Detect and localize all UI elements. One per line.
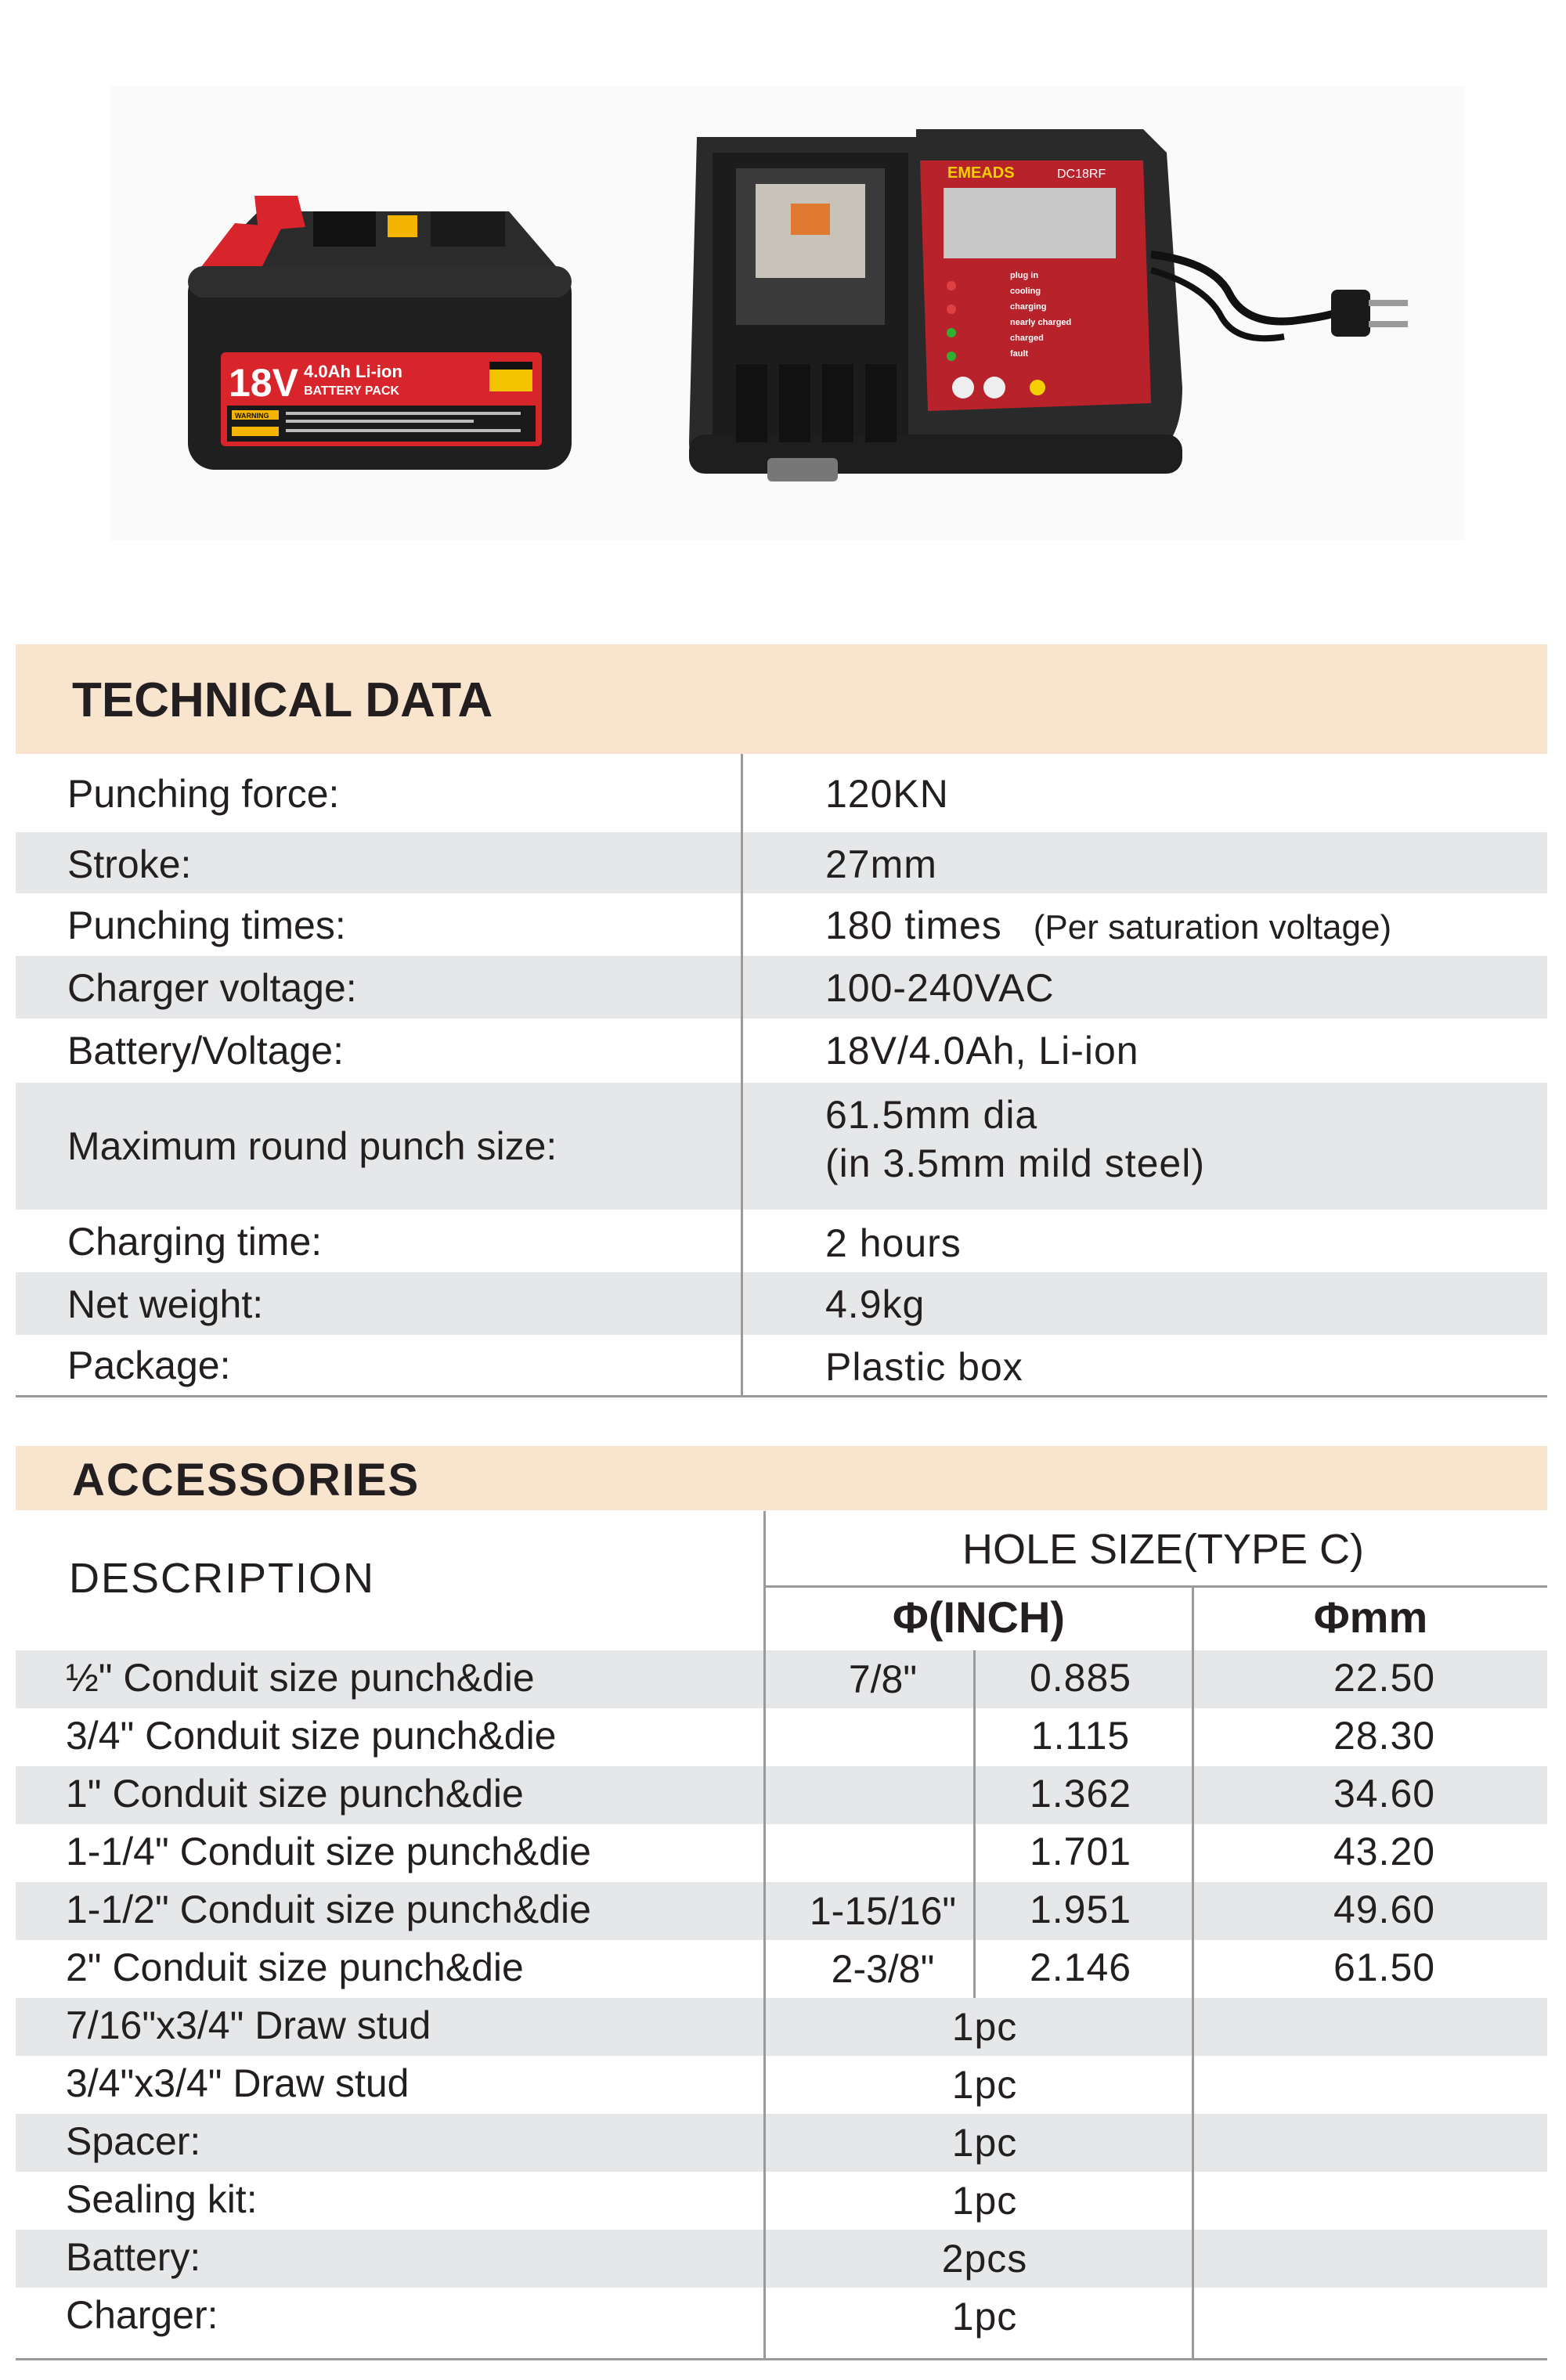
charger-model-text: DC18RF (1057, 168, 1106, 181)
tech-label: Stroke: (67, 842, 192, 886)
charger-status-6: fault (1010, 349, 1029, 359)
accessory-inch: 1.951 (1029, 1888, 1132, 1931)
accessory-quantity: 1pc (951, 2121, 1018, 2165)
battery-pack-image (180, 180, 579, 485)
hole-size-underline (766, 1585, 1547, 1588)
hole-size-header: HOLE SIZE(TYPE C) (962, 1526, 1365, 1573)
accessory-row (16, 1708, 1547, 1766)
tech-row-battery-voltage (16, 1019, 1547, 1083)
accessory-mm: 61.50 (1333, 1945, 1436, 1989)
inch-column-header: Φ(INCH) (892, 1592, 1066, 1642)
tech-label: Net weight: (67, 1282, 264, 1326)
accessory-inch: 0.885 (1029, 1656, 1132, 1700)
accessory-description: 1-1/2" Conduit size punch&die (66, 1888, 591, 1931)
accessories-divider-mm (1192, 1585, 1194, 2358)
accessory-inch: 1.115 (1030, 1714, 1131, 1758)
tech-row-charger-voltage (16, 956, 1547, 1019)
accessory-inch: 1.701 (1029, 1830, 1132, 1873)
description-column-header: DESCRIPTION (69, 1555, 376, 1602)
charger-status-2: cooling (1010, 287, 1041, 296)
accessory-description: Spacer: (66, 2119, 201, 2163)
accessory-row (16, 2230, 1547, 2288)
accessory-description: 7/16"x3/4" Draw stud (66, 2003, 431, 2047)
tech-row-net-weight (16, 1272, 1547, 1335)
tech-value: 120KN (825, 772, 949, 816)
accessories-title: ACCESSORIES (72, 1455, 420, 1506)
tech-row-punching-force (16, 754, 1547, 832)
tech-value-with-note (825, 903, 1391, 948)
accessory-description: 3/4" Conduit size punch&die (66, 1714, 557, 1758)
accessory-mm: 28.30 (1333, 1714, 1436, 1758)
accessory-row (16, 2288, 1547, 2346)
tech-label: Maximum round punch size: (67, 1124, 557, 1168)
tech-label: Battery/Voltage: (67, 1029, 345, 1073)
accessory-description: 1-1/4" Conduit size punch&die (66, 1830, 591, 1873)
accessory-description: 1" Conduit size punch&die (66, 1772, 524, 1816)
tech-label: Charger voltage: (67, 966, 357, 1010)
tech-label: Charging time: (67, 1220, 323, 1264)
accessory-inch: 2.146 (1029, 1945, 1132, 1989)
accessory-fraction: 2-3/8" (831, 1947, 935, 1991)
charger-status-5: charged (1010, 334, 1044, 343)
tech-note: (Per saturation voltage) (1033, 908, 1392, 947)
accessory-mm: 34.60 (1333, 1772, 1436, 1816)
tech-value: 2 hours (825, 1221, 962, 1265)
accessory-inch: 1.362 (1029, 1772, 1132, 1816)
tech-row-punching-times (16, 893, 1547, 956)
accessory-quantity: 1pc (951, 2063, 1018, 2107)
tech-column-divider (741, 754, 743, 1397)
accessory-row (16, 1998, 1547, 2056)
charger-status-3: charging (1010, 302, 1047, 312)
mm-column-header: Φmm (1313, 1592, 1428, 1642)
accessory-quantity: 2pcs (941, 2237, 1028, 2281)
accessory-row (16, 2056, 1547, 2114)
accessory-quantity: 1pc (951, 2295, 1018, 2339)
accessory-row (16, 2172, 1547, 2230)
tech-bottom-rule (16, 1395, 1547, 1397)
accessory-description: ½" Conduit size punch&die (66, 1656, 535, 1700)
tech-value: 27mm (825, 842, 937, 886)
accessory-row (16, 2114, 1547, 2172)
tech-value: 18V/4.0Ah, Li-ion (825, 1029, 1139, 1073)
charger-brand-text: EMEADS (947, 164, 1015, 182)
technical-data-header (16, 644, 1547, 754)
accessory-mm: 49.60 (1333, 1888, 1436, 1931)
tech-label: Package: (67, 1343, 231, 1387)
accessory-row (16, 1650, 1547, 1708)
tech-value: 4.9kg (825, 1282, 926, 1326)
accessory-quantity: 1pc (951, 2179, 1018, 2223)
accessory-row (16, 1824, 1547, 1882)
accessory-quantity: 1pc (951, 2005, 1018, 2049)
tech-label: Punching times: (67, 903, 346, 947)
accessories-divider-inch (973, 1650, 976, 1998)
battery-pack-text: BATTERY PACK (304, 384, 400, 398)
tech-row-max-punch-size (16, 1083, 1547, 1210)
tech-value-line2: (in 3.5mm mild steel) (825, 1141, 1205, 1185)
charger-image (681, 129, 1433, 505)
accessories-header (16, 1446, 1547, 1510)
accessories-divider-description (763, 1511, 766, 2358)
tech-row-stroke (16, 832, 1547, 893)
accessory-description: Battery: (66, 2235, 201, 2279)
tech-value: 180 times (825, 903, 1002, 947)
accessory-description: 3/4"x3/4" Draw stud (66, 2061, 410, 2105)
battery-voltage-text: 18V (229, 361, 298, 405)
accessory-row (16, 1766, 1547, 1824)
accessory-mm: 43.20 (1333, 1830, 1436, 1873)
tech-row-package (16, 1335, 1547, 1397)
tech-value: 100-240VAC (825, 966, 1055, 1010)
accessory-mm: 22.50 (1333, 1656, 1436, 1700)
tech-value: Plastic box (825, 1345, 1023, 1389)
accessory-description: 2" Conduit size punch&die (66, 1945, 524, 1989)
battery-warning-text: WARNING (235, 412, 269, 420)
battery-capacity-text: 4.0Ah Li-ion (304, 362, 402, 381)
technical-data-title: TECHNICAL DATA (72, 673, 493, 727)
accessory-fraction: 7/8" (848, 1657, 918, 1701)
accessory-fraction: 1-15/16" (809, 1889, 957, 1933)
tech-value: 61.5mm dia (825, 1093, 1038, 1137)
accessory-description: Sealing kit: (66, 2177, 258, 2221)
accessory-row (16, 1882, 1547, 1940)
accessories-bottom-rule (16, 2358, 1547, 2360)
accessory-row (16, 1940, 1547, 1998)
charger-status-1: plug in (1010, 271, 1039, 280)
charger-status-4: nearly charged (1010, 318, 1072, 327)
accessory-description: Charger: (66, 2293, 218, 2337)
tech-label: Punching force: (67, 772, 340, 816)
tech-row-charging-time (16, 1210, 1547, 1272)
